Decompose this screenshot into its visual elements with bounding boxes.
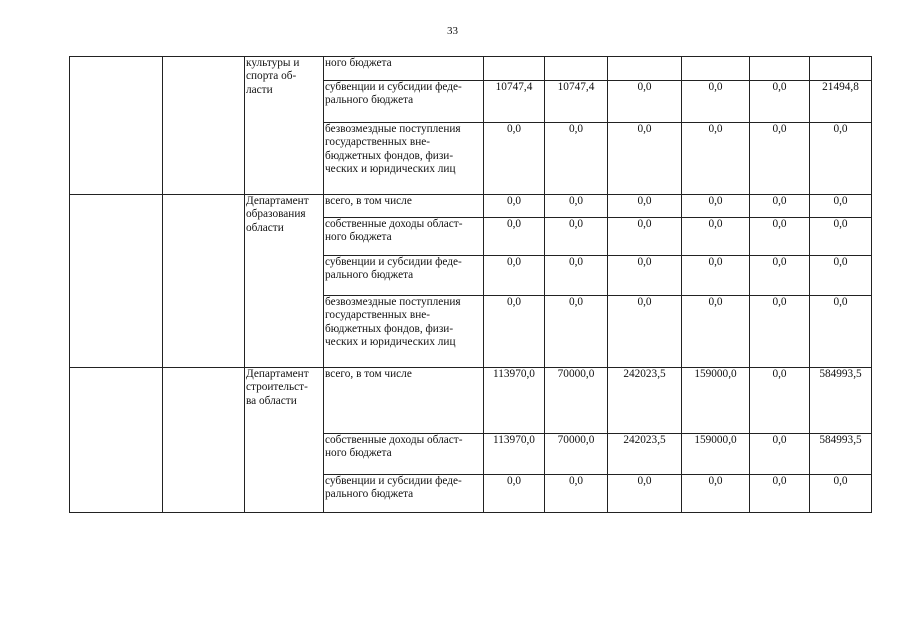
funding-source-line: рального бюджета xyxy=(325,269,414,282)
value-cell: 0,0 xyxy=(484,256,545,296)
value-cell: 0,0 xyxy=(484,218,545,256)
department-line: Департамент xyxy=(246,195,309,207)
program-cell xyxy=(163,368,245,513)
value-cell: 0,0 xyxy=(608,218,682,256)
value-cell xyxy=(608,57,682,81)
index-cell xyxy=(70,57,163,195)
table-row xyxy=(70,57,872,81)
value-cell: 0,0 xyxy=(750,195,810,218)
funding-source-cell xyxy=(324,475,484,513)
funding-source-cell xyxy=(324,81,484,123)
value-cell: 0,0 xyxy=(682,475,750,513)
funding-source-line: ного бюджета xyxy=(325,231,392,244)
funding-source-line: ческих и юридических лиц xyxy=(325,336,456,349)
value-cell: 584993,5 xyxy=(810,434,872,475)
value-cell: 21494,8 xyxy=(810,81,872,123)
value-cell: 0,0 xyxy=(810,256,872,296)
value-cell: 0,0 xyxy=(682,256,750,296)
department-cell xyxy=(245,57,324,195)
value-cell: 159000,0 xyxy=(682,434,750,475)
program-cell xyxy=(163,57,245,195)
value-cell: 242023,5 xyxy=(608,368,682,434)
value-cell: 0,0 xyxy=(682,296,750,368)
value-cell: 159000,0 xyxy=(682,368,750,434)
funding-source-line: государственных вне- xyxy=(325,136,431,149)
value-cell: 0,0 xyxy=(750,256,810,296)
department-line: спорта об- xyxy=(246,70,297,83)
value-cell: 0,0 xyxy=(545,475,608,513)
department-line: культуры и xyxy=(246,57,300,69)
funding-source-line: всего, в том числе xyxy=(325,368,412,380)
value-cell: 10747,4 xyxy=(545,81,608,123)
funding-source-line: рального бюджета xyxy=(325,94,414,107)
value-cell: 0,0 xyxy=(608,475,682,513)
department-line: ласти xyxy=(246,83,273,96)
value-cell: 70000,0 xyxy=(545,368,608,434)
funding-source-line: ческих и юридических лиц xyxy=(325,163,456,176)
funding-source-line: безвозмездные поступления xyxy=(325,296,461,308)
funding-source-line: рального бюджета xyxy=(325,488,414,501)
budget-table-body xyxy=(70,57,872,513)
funding-source-line: субвенции и субсидии феде- xyxy=(325,256,462,268)
table-row xyxy=(70,195,872,218)
funding-source-line: безвозмездные поступления xyxy=(325,123,461,135)
funding-source-cell xyxy=(324,57,484,81)
funding-source-cell xyxy=(324,218,484,256)
department-line: области xyxy=(246,221,284,234)
value-cell: 0,0 xyxy=(682,195,750,218)
value-cell: 0,0 xyxy=(682,123,750,195)
value-cell: 0,0 xyxy=(608,296,682,368)
value-cell: 0,0 xyxy=(810,218,872,256)
budget-table xyxy=(69,56,872,513)
department-line: ва области xyxy=(246,394,297,407)
value-cell: 0,0 xyxy=(750,81,810,123)
program-cell xyxy=(163,195,245,368)
value-cell: 0,0 xyxy=(750,434,810,475)
funding-source-line: субвенции и субсидии феде- xyxy=(325,81,462,93)
value-cell: 0,0 xyxy=(484,123,545,195)
value-cell: 0,0 xyxy=(545,123,608,195)
value-cell: 0,0 xyxy=(682,218,750,256)
funding-source-cell xyxy=(324,296,484,368)
value-cell: 0,0 xyxy=(810,296,872,368)
value-cell xyxy=(682,57,750,81)
value-cell: 0,0 xyxy=(484,195,545,218)
funding-source-cell xyxy=(324,123,484,195)
funding-source-cell xyxy=(324,368,484,434)
funding-source-line: бюджетных фондов, физи- xyxy=(325,149,454,162)
value-cell: 70000,0 xyxy=(545,434,608,475)
value-cell: 0,0 xyxy=(750,123,810,195)
funding-source-line: бюджетных фондов, физи- xyxy=(325,322,454,335)
value-cell xyxy=(750,57,810,81)
value-cell: 584993,5 xyxy=(810,368,872,434)
value-cell: 0,0 xyxy=(810,195,872,218)
department-cell xyxy=(245,368,324,513)
value-cell xyxy=(810,57,872,81)
value-cell: 113970,0 xyxy=(484,368,545,434)
funding-source-cell xyxy=(324,434,484,475)
value-cell: 10747,4 xyxy=(484,81,545,123)
value-cell xyxy=(484,57,545,81)
value-cell: 0,0 xyxy=(750,296,810,368)
department-line: строительст- xyxy=(246,381,308,394)
index-cell xyxy=(70,368,163,513)
value-cell: 0,0 xyxy=(810,123,872,195)
page-number: 33 xyxy=(447,25,458,37)
department-line: образования xyxy=(246,208,306,221)
value-cell: 242023,5 xyxy=(608,434,682,475)
funding-source-line: собственные доходы област- xyxy=(325,434,463,446)
value-cell: 0,0 xyxy=(682,81,750,123)
value-cell: 0,0 xyxy=(608,256,682,296)
funding-source-cell xyxy=(324,256,484,296)
value-cell: 0,0 xyxy=(545,195,608,218)
value-cell: 0,0 xyxy=(608,81,682,123)
value-cell: 0,0 xyxy=(545,296,608,368)
value-cell: 0,0 xyxy=(484,296,545,368)
value-cell: 0,0 xyxy=(810,475,872,513)
value-cell: 0,0 xyxy=(608,195,682,218)
funding-source-line: ного бюджета xyxy=(325,447,392,460)
funding-source-line: ного бюджета xyxy=(325,57,392,69)
table-row xyxy=(70,368,872,434)
value-cell: 0,0 xyxy=(750,368,810,434)
funding-source-line: всего, в том числе xyxy=(325,195,412,207)
value-cell: 0,0 xyxy=(545,256,608,296)
department-cell xyxy=(245,195,324,368)
value-cell: 0,0 xyxy=(608,123,682,195)
value-cell: 113970,0 xyxy=(484,434,545,475)
funding-source-line: субвенции и субсидии феде- xyxy=(325,475,462,487)
value-cell: 0,0 xyxy=(750,475,810,513)
funding-source-line: государственных вне- xyxy=(325,309,431,322)
department-line: Департамент xyxy=(246,368,309,380)
funding-source-line: собственные доходы област- xyxy=(325,218,463,230)
index-cell xyxy=(70,195,163,368)
value-cell: 0,0 xyxy=(545,218,608,256)
funding-source-cell xyxy=(324,195,484,218)
value-cell: 0,0 xyxy=(484,475,545,513)
value-cell xyxy=(545,57,608,81)
value-cell: 0,0 xyxy=(750,218,810,256)
